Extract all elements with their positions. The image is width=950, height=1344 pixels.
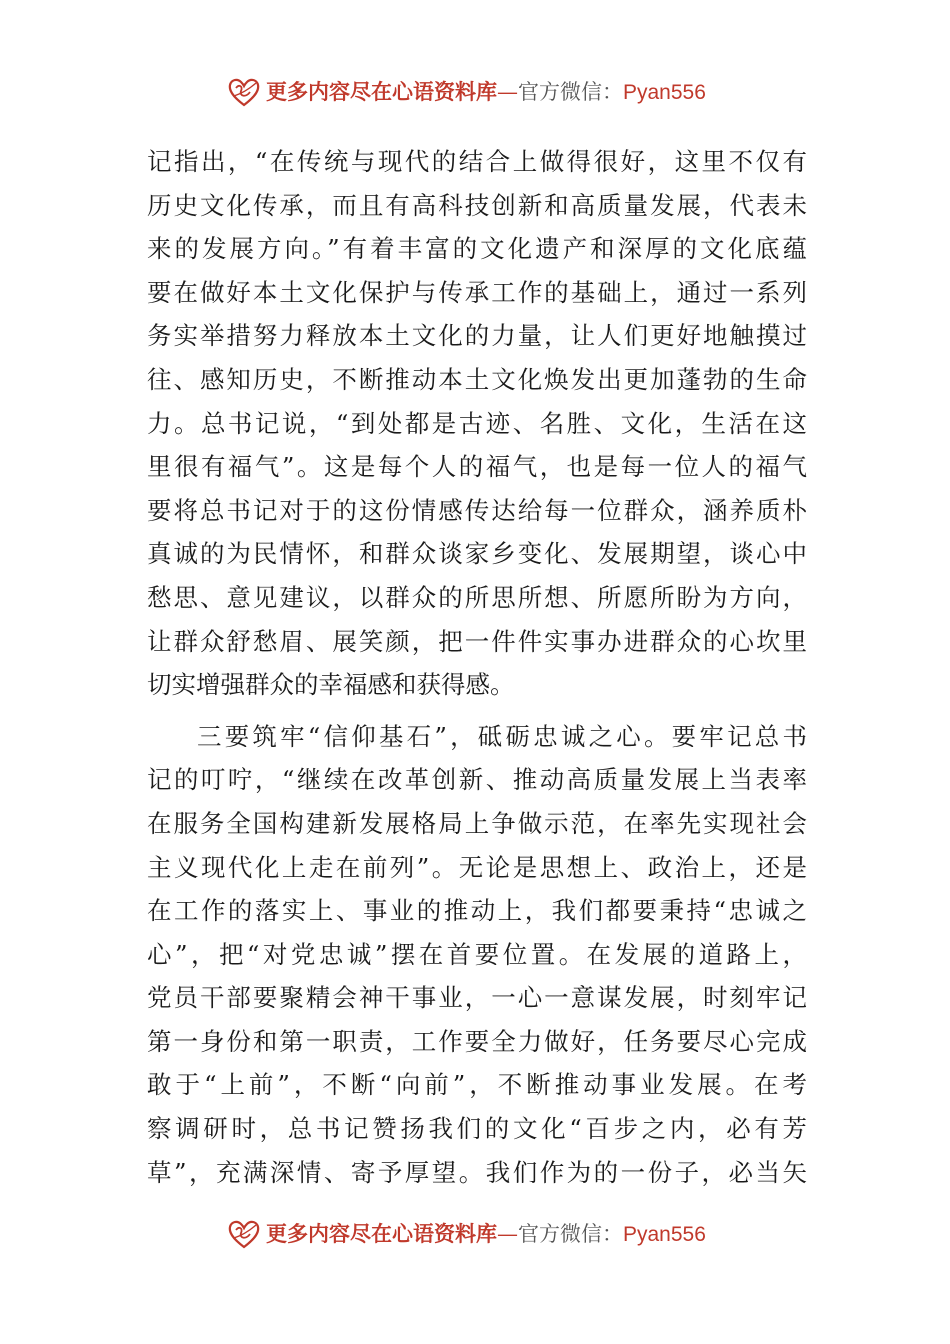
paragraph-spacer xyxy=(147,707,807,715)
banner-dash: — xyxy=(497,80,518,104)
text-line: 草”，充满深情、寄予厚望。我们作为的一份子，必当矢 xyxy=(147,1157,807,1187)
text-line: 里很有福气”。这是每个人的福气，也是每一位人的福气 xyxy=(147,452,807,482)
wechat-label: 官方微信： xyxy=(518,80,623,104)
footer-watermark-banner xyxy=(0,1214,950,1254)
text-line: 力。总书记说，“到处都是古迹、名胜、文化，生活在这 xyxy=(147,408,807,438)
text-line: 在工作的落实上、事业的推动上，我们都要秉持“忠诚之 xyxy=(147,896,807,926)
paragraph-1 xyxy=(147,140,807,707)
brand-text: 更多内容尽在心语资料库 xyxy=(266,79,497,104)
banner-text xyxy=(266,78,706,107)
wechat-id: Pyan556 xyxy=(623,1223,706,1246)
heart-logo-icon xyxy=(226,1216,262,1252)
text-line: 要将总书记对于的这份情感传达给每一位群众，涵养质朴 xyxy=(147,495,807,525)
text-line: 察调研时，总书记赞扬我们的文化“百步之内，必有芳 xyxy=(147,1114,807,1144)
text-line: 敢于“上前”，不断“向前”，不断推动事业发展。在考 xyxy=(147,1070,807,1100)
text-line: 在服务全国构建新发展格局上争做示范，在率先实现社会 xyxy=(147,808,807,838)
text-line: 让群众舒愁眉、展笑颜，把一件件实事办进群众的心坎里 xyxy=(147,626,807,656)
text-line: 切实增强群众的幸福感和获得感。 xyxy=(147,670,515,700)
text-line: 来的发展方向。”有着丰富的文化遗产和深厚的文化底蕴 xyxy=(147,234,807,264)
text-line: 主义现代化上走在前列”。无论是思想上、政治上，还是 xyxy=(147,852,807,882)
text-line: 务实举措努力释放本土文化的力量，让人们更好地触摸过 xyxy=(147,321,807,351)
brand-text: 更多内容尽在心语资料库 xyxy=(266,1221,497,1246)
text-line: 第一身份和第一职责，工作要全力做好，任务要尽心完成 xyxy=(147,1026,807,1056)
document-body xyxy=(147,140,807,1194)
banner-text xyxy=(266,1220,706,1249)
wechat-id: Pyan556 xyxy=(623,81,706,104)
header-watermark-banner xyxy=(0,72,950,112)
text-line: 记指出，“在传统与现代的结合上做得很好，这里不仅有 xyxy=(147,147,807,176)
text-line: 心”，把“对党忠诚”摆在首要位置。在发展的道路上， xyxy=(147,939,807,969)
heart-logo-icon xyxy=(226,74,262,110)
paragraph-2 xyxy=(147,715,807,1195)
text-line: 记的叮咛，“继续在改革创新、推动高质量发展上当表率 xyxy=(147,765,807,795)
text-line: 往、感知历史，不断推动本土文化焕发出更加蓬勃的生命 xyxy=(147,364,807,394)
banner-dash: — xyxy=(497,1222,518,1246)
text-line: 愁思、意见建议，以群众的所思所想、所愿所盼为方向， xyxy=(147,582,807,612)
wechat-label: 官方微信： xyxy=(518,1222,623,1246)
text-line: 历史文化传承，而且有高科技创新和高质量发展，代表未 xyxy=(147,190,807,220)
text-line: 真诚的为民情怀，和群众谈家乡变化、发展期望，谈心中 xyxy=(147,539,807,569)
text-line: 三要筑牢“信仰基石”，砥砺忠诚之心。要牢记总书 xyxy=(197,721,807,751)
text-line: 党员干部要聚精会神干事业，一心一意谋发展，时刻牢记 xyxy=(147,983,807,1013)
text-line: 要在做好本土文化保护与传承工作的基础上，通过一系列 xyxy=(147,277,807,307)
